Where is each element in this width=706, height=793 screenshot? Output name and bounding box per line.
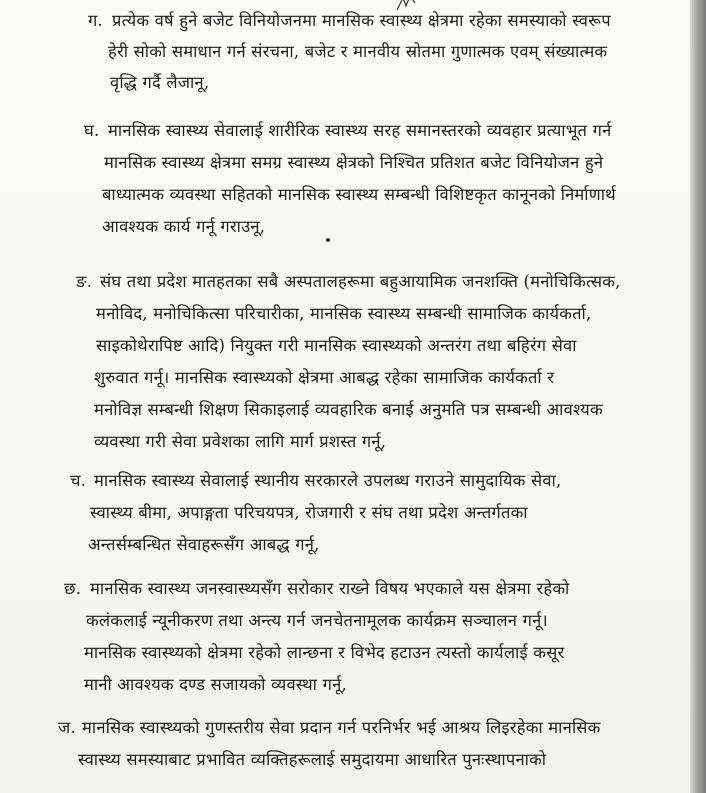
- item-label: घ.: [84, 121, 100, 140]
- item-label: ग.: [88, 11, 103, 30]
- item-text-line: मानी आवश्यक दण्ड सजायको व्यवस्था गर्नू,: [84, 675, 347, 694]
- item-text-line: प्रत्येक वर्ष हुने बजेट विनियोजनमा मानसिक स्वास्थ्य क्षेत्रमा रहेका समस्याको स्वरूप: [112, 11, 611, 30]
- item-label: ज.: [58, 718, 76, 737]
- item-text-line: व्यवस्था गरी सेवा प्रवेशका लागि मार्ग प्रशस्त गर्नू,: [94, 432, 387, 451]
- item-text-line: मानसिक स्वास्थ्य सेवालाई शारीरिक स्वास्थ्य सरह समानस्तरको व्यवहार प्रत्याभूत गर्न: [108, 121, 612, 140]
- item-text-line: हेरी सोको समाधान गर्न संरचना, बजेट र मानवीय स्रोतमा गुणात्मक एवम् संख्यात्मक: [108, 42, 608, 61]
- scan-edge-shadow: [690, 0, 706, 793]
- item-text-line: मनोविज्ञ सम्बन्धी शिक्षण सिकाइलाई व्यवहारिक बनाई अनुमति पत्र सम्बन्धी आवश्यक: [94, 400, 603, 419]
- item-text-line: स्वास्थ्य बीमा, अपाङ्गता परिचयपत्र, रोजगारी र संघ तथा प्रदेश अन्तर्गतका: [90, 503, 528, 522]
- item-text-line: वृद्धि गर्दै लैजानू,: [110, 73, 210, 92]
- ink-dot: [326, 238, 330, 242]
- item-label: ङ.: [76, 272, 93, 291]
- item-text-line: मानसिक स्वास्थ्य क्षेत्रमा समग्र स्वास्थ्य क्षेत्रको निश्चित प्रतिशत बजेट विनियोजन हुने: [104, 153, 604, 172]
- item-text-line: शुरुवात गर्नू। मानसिक स्वास्थ्यको क्षेत्रमा आबद्ध रहेका सामाजिक कार्यकर्ता र: [94, 368, 555, 387]
- item-text-line: संघ तथा प्रदेश मातहतका सबै अस्पतालहरूमा बहुआयामिक जनशक्ति (मनोचिकित्सक,: [100, 272, 621, 291]
- item-text-line: साइकोथेरापिष्ट आदि) नियुक्त गरी मानसिक स्वास्थ्यको अन्तरंग तथा बहिरंग सेवा: [96, 336, 577, 355]
- item-text-line: बाध्यात्मक व्यवस्था सहितको मानसिक स्वास्थ्य सम्बन्धी विशिष्टकृत कानूनको निर्माणार्थ: [102, 185, 616, 204]
- item-text-line: मानसिक स्वास्थ्यको क्षेत्रमा रहेको लान्छना र विभेद हटाउन त्यस्तो कार्यलाई कसूर: [84, 643, 565, 662]
- item-text-line: मानसिक स्वास्थ्य जनस्वास्थ्यसँग सरोकार राख्ने विषय भएकाले यस क्षेत्रमा रहेको: [90, 579, 570, 598]
- item-text-line: स्वास्थ्य समस्याबाट प्रभावित व्यक्तिहरूलाई समुदायमा आधारित पुनःस्थापनाको: [78, 750, 547, 769]
- item-text-line: मानसिक स्वास्थ्य सेवालाई स्थानीय सरकारले उपलब्ध गराउने सामुदायिक सेवा,: [94, 471, 562, 490]
- item-text-line: मनोविद, मनोचिकित्सा परिचारीका, मानसिक स्वास्थ्य सम्बन्धी सामाजिक कार्यकर्ता,: [96, 304, 592, 323]
- item-text-line: मानसिक स्वास्थ्यको गुणस्तरीय सेवा प्रदान गर्न परनिर्भर भई आश्रय लिइरहेका मानसिक: [82, 718, 601, 737]
- item-label: च.: [70, 471, 87, 490]
- item-text-line: कलंकलाई न्यूनीकरण तथा अन्त्य गर्न जनचेतनामूलक कार्यक्रम सञ्चालन गर्नू।: [86, 611, 548, 630]
- item-text-line: आवश्यक कार्य गर्नू गराउनू,: [102, 217, 266, 236]
- item-label: छ.: [64, 579, 82, 598]
- item-text-line: अन्तर्सम्बन्धित सेवाहरूसँग आबद्ध गर्नू,: [88, 535, 320, 554]
